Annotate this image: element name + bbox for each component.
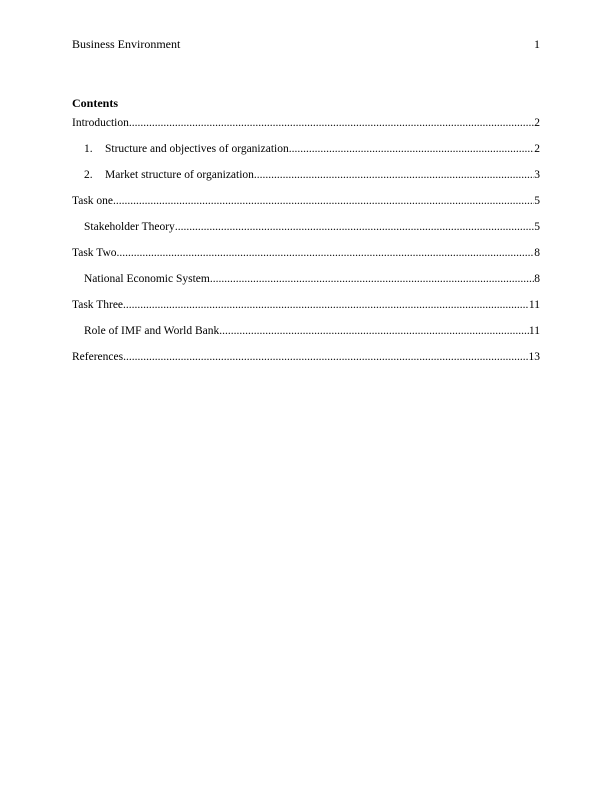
toc-entry-national-economic-system[interactable] [72,271,540,297]
toc-entry-imf-world-bank[interactable] [72,323,540,349]
toc-entry-title: Introduction [72,117,129,129]
toc-entry-page: 5 [534,195,540,207]
toc-dot-leader [289,141,535,157]
toc-dot-leader [129,115,534,131]
toc-entry-page: 5 [534,221,540,233]
toc-entry-market-structure[interactable] [72,167,540,193]
toc-entry-title: Structure and objectives of organization [105,143,289,155]
page-number: 1 [534,37,540,51]
toc-entry-page: 8 [534,247,540,259]
toc-entry-introduction[interactable] [72,115,540,141]
toc-entry-page: 13 [528,351,540,363]
toc-entry-page: 11 [528,325,540,337]
toc-entry-number: 2. [84,169,93,181]
running-head: Business Environment [72,37,181,51]
toc-entry-title: References [72,351,124,363]
toc-dot-leader [219,323,529,339]
toc-entry-title: Task one [72,195,114,207]
toc-entry-references[interactable] [72,349,540,375]
toc-entry-title: Task Two [72,247,117,259]
toc-entry-structure-objectives[interactable] [72,141,540,167]
toc-entry-title: Role of IMF and World Bank [84,325,220,337]
toc-entry-task-one[interactable] [72,193,540,219]
toc-entry-title: Stakeholder Theory [84,221,175,233]
toc-entry-stakeholder-theory[interactable] [72,219,540,245]
toc-dot-leader [175,219,534,235]
toc-dot-leader [123,349,528,365]
toc-entry-task-three[interactable] [72,297,540,323]
toc-entry-title: National Economic System [84,273,210,285]
toc-dot-leader [113,193,534,209]
toc-entry-page: 2 [534,117,540,129]
page-header [72,36,540,52]
toc-entry-page: 8 [534,273,540,285]
toc-entry-title: Market structure of organization [105,169,254,181]
toc-entry-number: 1. [84,143,93,155]
toc-dot-leader [123,297,529,313]
toc-entry-page: 3 [534,169,540,181]
toc-dot-leader [254,167,534,183]
toc-entry-page: 2 [534,143,540,155]
toc-entry-task-two[interactable] [72,245,540,271]
table-of-contents [72,115,540,375]
toc-dot-leader [210,271,534,287]
toc-entry-title: Task Three [72,299,124,311]
toc-dot-leader [117,245,535,261]
contents-heading: Contents [72,96,119,110]
toc-entry-page: 11 [528,299,540,311]
